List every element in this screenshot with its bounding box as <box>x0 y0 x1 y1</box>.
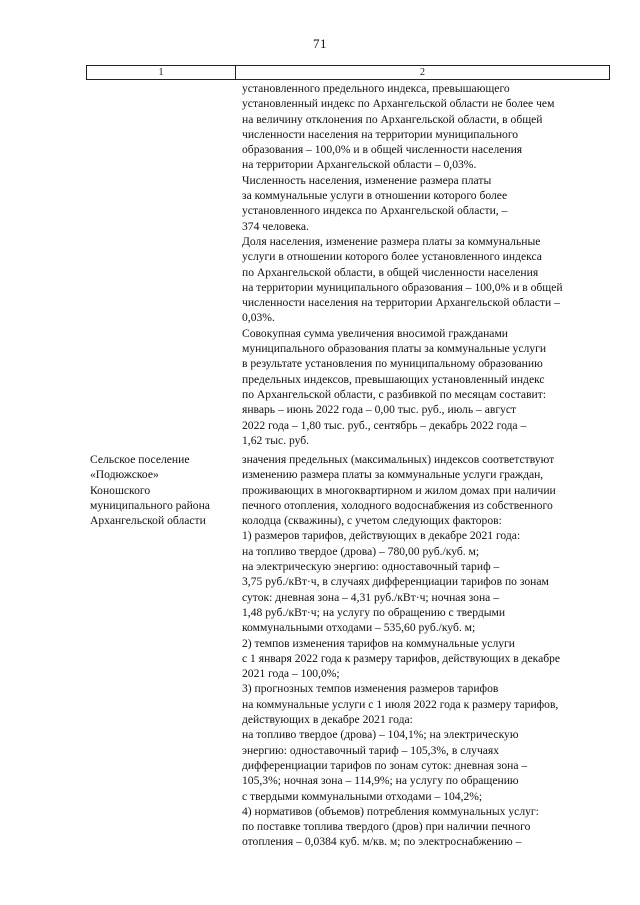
text-line: на коммунальные услуги с 1 июля 2022 года к размеру тарифов, <box>242 697 559 711</box>
text-line: 1,48 руб./кВт·ч; на услугу по обращению с твердыми <box>242 605 506 619</box>
text-line: 4) нормативов (объемов) потребления коммунальных услуг: <box>242 804 539 818</box>
text-line: январь – июнь 2022 года – 0,00 тыс. руб., июль – август <box>242 403 517 417</box>
text-line: 1) размеров тарифов, действующих в декабре 2021 года: <box>242 529 521 543</box>
text-line: на величину отклонения по Архангельской области, в общей <box>242 112 543 126</box>
text-line: по Архангельской области, в общей численности населения <box>242 265 539 279</box>
table-header <box>86 65 610 80</box>
text-line: 105,3%; ночная зона – 114,9%; на услугу по обращению <box>242 774 519 788</box>
page-number: 71 <box>313 36 327 51</box>
text-line: на территории Архангельской области – 0,03%. <box>242 158 477 172</box>
text-line: образования – 100,0% и в общей численности населения <box>242 143 523 157</box>
text-line: отопления – 0,0384 куб. м/кв. м; по электроснабжению – <box>242 835 522 849</box>
municipality-line: Архангельской области <box>90 514 206 528</box>
text-line: дифференциации тарифов по зонам суток: дневная зона – <box>242 758 528 772</box>
municipality-line: Коношского <box>90 483 151 497</box>
text-line: Совокупная сумма увеличения вносимой гражданами <box>242 326 508 340</box>
text-line: Доля населения, изменение размера платы за коммунальные <box>242 234 541 248</box>
text-line: на территории муниципального образования – 100,0% и в общей <box>242 280 563 294</box>
text-line: 2022 года – 1,80 тыс. руб., сентябрь – декабрь 2022 года – <box>242 418 527 432</box>
text-line: с твердыми коммунальными отходами – 104,2%; <box>242 789 483 803</box>
text-line: 0,03%. <box>242 311 275 325</box>
text-line: 1,62 тыс. руб. <box>242 433 310 447</box>
municipality-line: «Подюжское» <box>90 468 159 482</box>
text-line: установленного предельного индекса, превышающего <box>242 82 510 95</box>
text-line: Численность населения, изменение размера платы <box>242 173 492 187</box>
text-line: энергию: одноставочный тариф – 105,3%, в случаях <box>242 743 500 757</box>
text-line: предельных индексов, превышающих установленный индекс <box>242 372 545 386</box>
text-line: 374 человека. <box>242 219 309 233</box>
text-line: с 1 января 2022 года к размеру тарифов, действующих в декабре <box>242 651 561 665</box>
text-line: по поставке топлива твердого (дров) при наличии печного <box>242 820 531 834</box>
column-number-2: 2 <box>420 67 425 78</box>
municipality-line: Сельское поселение <box>90 453 190 466</box>
text-line: коммунальными отходами – 535,60 руб./куб. м; <box>242 621 476 635</box>
text-line: на топливо твердое (дрова) – 104,1%; на электрическую <box>242 728 519 742</box>
text-line: 2) темпов изменения тарифов на коммунальные услуги <box>242 636 515 650</box>
text-line: по Архангельской области, с разбивкой по месяцам составит: <box>242 387 547 401</box>
text-line: печного отопления, холодного водоснабжения из собственного <box>242 498 553 512</box>
text-line: установленного индекса по Архангельской области, – <box>242 204 508 218</box>
municipality-text-block <box>242 452 612 850</box>
text-line: численности населения на территории Архангельской области – <box>242 296 560 310</box>
municipality-name <box>90 452 240 528</box>
text-line: в результате установления по муниципальному образованию <box>242 357 543 371</box>
text-line: значения предельных (максимальных) индексов соответствуют <box>242 453 555 466</box>
continuation-text-block <box>242 81 612 448</box>
text-line: 2021 года – 100,0%; <box>242 667 340 681</box>
text-line: на топливо твердое (дрова) – 780,00 руб./куб. м; <box>242 544 480 558</box>
text-line: установленный индекс по Архангельской области не более чем <box>242 97 555 111</box>
text-line: услуги в отношении которого более установленного индекса <box>242 250 542 264</box>
text-line: 3) прогнозных темпов изменения размеров тарифов <box>242 682 499 696</box>
text-line: численности населения на территории муниципального <box>242 127 519 141</box>
text-line: за коммунальные услуги в отношении которого более <box>242 189 508 203</box>
text-line: изменению размера платы за коммунальные услуги граждан, <box>242 468 544 482</box>
text-line: муниципального образования платы за коммунальные услуги <box>242 342 547 356</box>
text-line: колодца (скважины), с учетом следующих факторов: <box>242 514 502 528</box>
text-line: проживающих в многоквартирном и жилом домах при наличии <box>242 483 556 497</box>
text-line: на электрическую энергию: одноставочный тариф – <box>242 560 500 574</box>
text-line: 3,75 руб./кВт·ч, в случаях дифференциации тарифов по зонам <box>242 575 549 589</box>
column-number-1: 1 <box>158 67 164 78</box>
text-line: действующих в декабре 2021 года: <box>242 713 413 727</box>
municipality-line: муниципального района <box>90 498 210 512</box>
text-line: суток: дневная зона – 4,31 руб./кВт·ч; ночная зона – <box>242 590 500 604</box>
